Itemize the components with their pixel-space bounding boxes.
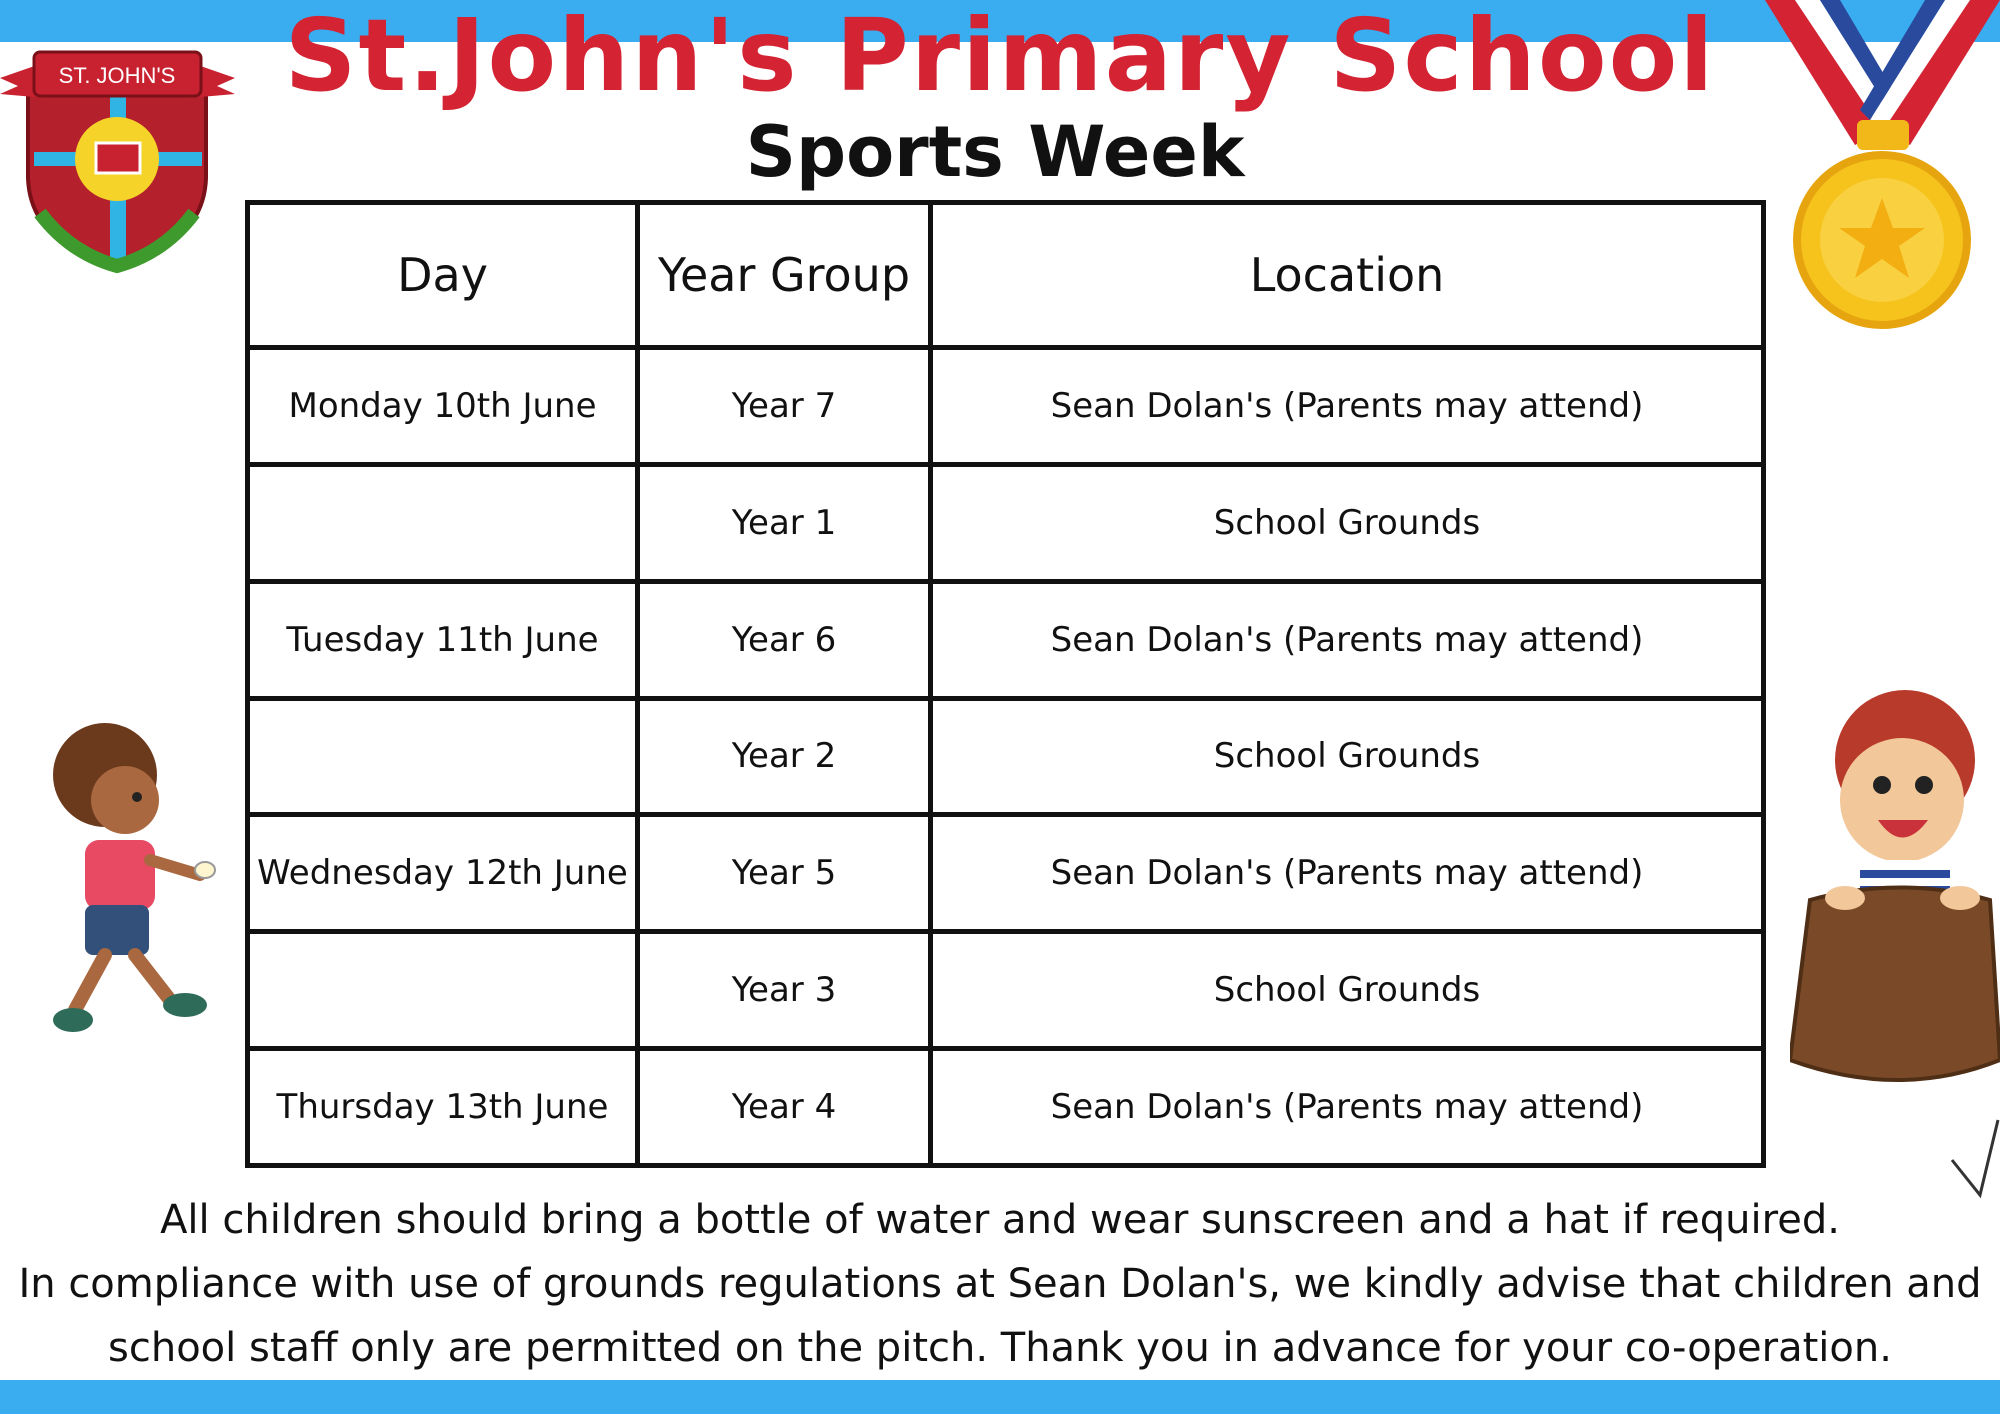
cell-location: Sean Dolan's (Parents may attend)	[931, 348, 1764, 465]
column-header-day: Day	[248, 203, 638, 348]
sports-week-table	[245, 200, 1766, 1168]
cell-year-group: Year 2	[638, 698, 931, 815]
child-sack-race-icon	[1790, 680, 2000, 1100]
table-row	[248, 815, 1764, 932]
notice-line: All children should bring a bottle of water and wear sunscreen and a hat if required.	[160, 1197, 1840, 1243]
cell-year-group: Year 3	[638, 932, 931, 1049]
cell-location: School Grounds	[931, 698, 1764, 815]
cell-location: Sean Dolan's (Parents may attend)	[931, 815, 1764, 932]
table-row	[248, 932, 1764, 1049]
cell-day	[248, 932, 638, 1049]
table-header-row	[248, 203, 1764, 348]
notice-line: In compliance with use of grounds regulations at Sean Dolan's, we kindly advise that children and	[18, 1261, 1982, 1307]
table-row	[248, 581, 1764, 698]
child-egg-spoon-icon	[25, 715, 225, 1040]
cell-day: Tuesday 11th June	[248, 581, 638, 698]
cell-year-group: Year 4	[638, 1049, 931, 1166]
cell-year-group: Year 6	[638, 581, 931, 698]
cell-location: Sean Dolan's (Parents may attend)	[931, 1049, 1764, 1166]
table-row	[248, 698, 1764, 815]
motion-lines-icon	[1950, 1100, 2000, 1200]
cell-day	[248, 698, 638, 815]
cell-day	[248, 464, 638, 581]
cell-day: Wednesday 12th June	[248, 815, 638, 932]
cell-year-group: Year 7	[638, 348, 931, 465]
cell-day: Monday 10th June	[248, 348, 638, 465]
column-header-year-group: Year Group	[638, 203, 931, 348]
cell-location: School Grounds	[931, 932, 1764, 1049]
bottom-band	[0, 1380, 2000, 1414]
page-subtitle: Sports Week	[745, 111, 1245, 193]
table-row	[248, 348, 1764, 465]
cell-day: Thursday 13th June	[248, 1049, 638, 1166]
table-row	[248, 1049, 1764, 1166]
cell-year-group: Year 5	[638, 815, 931, 932]
notice-line: school staff only are permitted on the pitch. Thank you in advance for your co-operation.	[108, 1325, 1892, 1371]
cell-location: Sean Dolan's (Parents may attend)	[931, 581, 1764, 698]
table-row	[248, 464, 1764, 581]
page-title: St.John's Primary School	[284, 0, 1716, 114]
cell-year-group: Year 1	[638, 464, 931, 581]
crest-text: ST. JOHN'S	[58, 63, 176, 88]
notice-text	[0, 1188, 2000, 1380]
column-header-location: Location	[931, 203, 1764, 348]
cell-location: School Grounds	[931, 464, 1764, 581]
